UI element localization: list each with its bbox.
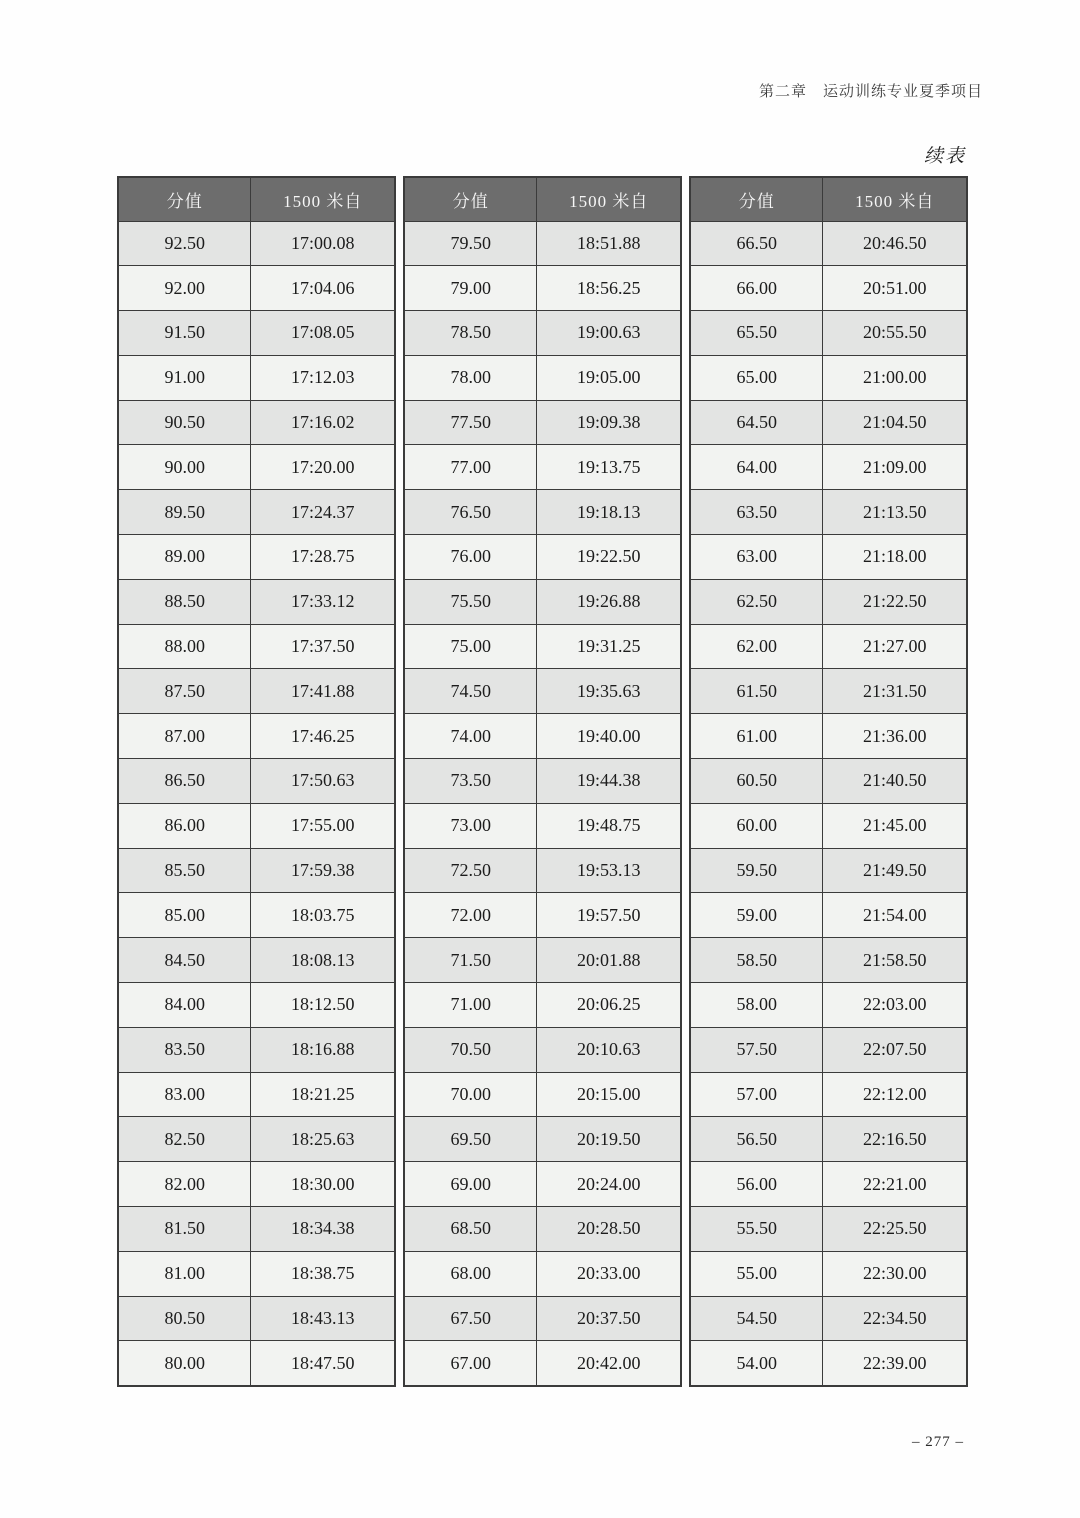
table-row <box>118 669 395 714</box>
table-row <box>404 893 681 938</box>
time-cell: 17:00.08 <box>251 221 395 266</box>
time-cell: 19:18.13 <box>537 490 681 535</box>
time-cell: 17:20.00 <box>251 445 395 490</box>
table-row <box>690 1296 967 1341</box>
table-row <box>404 400 681 445</box>
score-cell: 58.50 <box>690 938 823 983</box>
score-cell: 61.50 <box>690 669 823 714</box>
header-row <box>404 177 681 221</box>
time-cell: 19:57.50 <box>537 893 681 938</box>
score-cell: 79.00 <box>404 266 537 311</box>
score-cell: 88.00 <box>118 624 251 669</box>
table-row <box>690 893 967 938</box>
time-cell: 18:43.13 <box>251 1296 395 1341</box>
table-row <box>404 490 681 535</box>
score-cell: 59.00 <box>690 893 823 938</box>
time-column-header: 1500 米自 <box>537 177 681 221</box>
table-row <box>690 1072 967 1117</box>
chapter-header: 第二章 运动训练专业夏季项目 <box>758 83 983 100</box>
table-row <box>404 759 681 804</box>
time-cell: 21:27.00 <box>823 624 967 669</box>
time-cell: 21:22.50 <box>823 579 967 624</box>
table-row <box>404 714 681 759</box>
table-row <box>118 1162 395 1207</box>
score-cell: 81.50 <box>118 1207 251 1252</box>
score-cell: 67.50 <box>404 1296 537 1341</box>
time-cell: 22:39.00 <box>823 1341 967 1386</box>
score-table-group-1 <box>117 176 396 1387</box>
time-cell: 18:08.13 <box>251 938 395 983</box>
table-row <box>404 1251 681 1296</box>
table-row <box>690 1162 967 1207</box>
table-row <box>690 1251 967 1296</box>
score-column-header: 分值 <box>118 177 251 221</box>
time-cell: 19:26.88 <box>537 579 681 624</box>
score-cell: 87.00 <box>118 714 251 759</box>
table-row <box>118 490 395 535</box>
time-cell: 21:40.50 <box>823 759 967 804</box>
table-row <box>404 266 681 311</box>
time-cell: 18:51.88 <box>537 221 681 266</box>
page-number: – 277 – <box>912 1434 964 1450</box>
score-cell: 80.00 <box>118 1341 251 1386</box>
time-cell: 18:34.38 <box>251 1207 395 1252</box>
table-row <box>690 983 967 1028</box>
time-column-header: 1500 米自 <box>823 177 967 221</box>
time-cell: 18:12.50 <box>251 983 395 1028</box>
score-cell: 72.00 <box>404 893 537 938</box>
score-cell: 83.50 <box>118 1027 251 1072</box>
continued-table-label: 续表 <box>923 145 966 167</box>
table-row <box>404 221 681 266</box>
score-cell: 75.00 <box>404 624 537 669</box>
score-cell: 78.50 <box>404 311 537 356</box>
score-cell: 54.50 <box>690 1296 823 1341</box>
score-cell: 63.50 <box>690 490 823 535</box>
score-cell: 75.50 <box>404 579 537 624</box>
score-cell: 69.00 <box>404 1162 537 1207</box>
score-cell: 85.50 <box>118 848 251 893</box>
time-cell: 18:38.75 <box>251 1251 395 1296</box>
time-cell: 18:16.88 <box>251 1027 395 1072</box>
table-row <box>404 579 681 624</box>
table-row <box>690 400 967 445</box>
time-cell: 20:33.00 <box>537 1251 681 1296</box>
score-cell: 92.00 <box>118 266 251 311</box>
score-cell: 60.00 <box>690 803 823 848</box>
table-row <box>404 1072 681 1117</box>
score-cell: 78.00 <box>404 355 537 400</box>
time-cell: 19:53.13 <box>537 848 681 893</box>
table-row <box>690 714 967 759</box>
score-cell: 65.50 <box>690 311 823 356</box>
table-row <box>404 848 681 893</box>
time-cell: 20:28.50 <box>537 1207 681 1252</box>
score-column-header: 分值 <box>404 177 537 221</box>
time-cell: 20:15.00 <box>537 1072 681 1117</box>
table-row <box>404 445 681 490</box>
score-cell: 65.00 <box>690 355 823 400</box>
score-cell: 69.50 <box>404 1117 537 1162</box>
score-cell: 90.50 <box>118 400 251 445</box>
table-row <box>118 355 395 400</box>
score-cell: 70.50 <box>404 1027 537 1072</box>
score-cell: 76.00 <box>404 535 537 580</box>
score-cell: 91.00 <box>118 355 251 400</box>
table-row <box>404 1207 681 1252</box>
score-cell: 76.50 <box>404 490 537 535</box>
table-row <box>690 445 967 490</box>
score-cell: 57.50 <box>690 1027 823 1072</box>
table-row <box>118 1251 395 1296</box>
time-cell: 19:22.50 <box>537 535 681 580</box>
time-cell: 21:36.00 <box>823 714 967 759</box>
table-row <box>118 1117 395 1162</box>
time-cell: 21:58.50 <box>823 938 967 983</box>
table-row <box>404 311 681 356</box>
table-row <box>690 848 967 893</box>
time-cell: 22:03.00 <box>823 983 967 1028</box>
time-cell: 22:07.50 <box>823 1027 967 1072</box>
time-cell: 18:03.75 <box>251 893 395 938</box>
time-cell: 22:21.00 <box>823 1162 967 1207</box>
score-cell: 81.00 <box>118 1251 251 1296</box>
time-cell: 22:30.00 <box>823 1251 967 1296</box>
table-row <box>404 803 681 848</box>
score-cell: 87.50 <box>118 669 251 714</box>
time-cell: 17:37.50 <box>251 624 395 669</box>
table-row <box>404 1027 681 1072</box>
score-cell: 68.50 <box>404 1207 537 1252</box>
time-cell: 17:08.05 <box>251 311 395 356</box>
table-row <box>404 1117 681 1162</box>
time-cell: 17:33.12 <box>251 579 395 624</box>
time-cell: 17:16.02 <box>251 400 395 445</box>
table-row <box>118 266 395 311</box>
table-row <box>690 1207 967 1252</box>
time-cell: 18:30.00 <box>251 1162 395 1207</box>
table-row <box>690 669 967 714</box>
time-cell: 17:28.75 <box>251 535 395 580</box>
table-row <box>690 311 967 356</box>
score-cell: 55.50 <box>690 1207 823 1252</box>
table-row <box>118 624 395 669</box>
score-cell: 73.00 <box>404 803 537 848</box>
time-cell: 19:05.00 <box>537 355 681 400</box>
score-cell: 62.50 <box>690 579 823 624</box>
table-row <box>118 714 395 759</box>
time-cell: 21:04.50 <box>823 400 967 445</box>
table-row <box>118 400 395 445</box>
time-cell: 18:47.50 <box>251 1341 395 1386</box>
score-cell: 74.00 <box>404 714 537 759</box>
score-cell: 64.00 <box>690 445 823 490</box>
score-cell: 90.00 <box>118 445 251 490</box>
score-cell: 89.00 <box>118 535 251 580</box>
score-cell: 85.00 <box>118 893 251 938</box>
table-row <box>118 1207 395 1252</box>
score-table-group-2 <box>403 176 682 1387</box>
time-cell: 17:24.37 <box>251 490 395 535</box>
score-cell: 55.00 <box>690 1251 823 1296</box>
time-cell: 19:48.75 <box>537 803 681 848</box>
table-row <box>690 1341 967 1386</box>
score-cell: 82.00 <box>118 1162 251 1207</box>
time-cell: 18:56.25 <box>537 266 681 311</box>
score-cell: 71.00 <box>404 983 537 1028</box>
score-cell: 83.00 <box>118 1072 251 1117</box>
table-row <box>690 624 967 669</box>
table-row <box>404 355 681 400</box>
table-row <box>118 579 395 624</box>
time-cell: 19:00.63 <box>537 311 681 356</box>
time-cell: 21:18.00 <box>823 535 967 580</box>
score-cell: 86.50 <box>118 759 251 804</box>
table-row <box>404 938 681 983</box>
score-cell: 72.50 <box>404 848 537 893</box>
table-row <box>118 535 395 580</box>
time-cell: 19:31.25 <box>537 624 681 669</box>
table-row <box>690 1117 967 1162</box>
time-cell: 20:06.25 <box>537 983 681 1028</box>
time-cell: 21:13.50 <box>823 490 967 535</box>
table-row <box>404 624 681 669</box>
time-cell: 19:44.38 <box>537 759 681 804</box>
time-cell: 19:09.38 <box>537 400 681 445</box>
score-cell: 79.50 <box>404 221 537 266</box>
time-cell: 17:50.63 <box>251 759 395 804</box>
time-cell: 22:16.50 <box>823 1117 967 1162</box>
score-cell: 74.50 <box>404 669 537 714</box>
time-cell: 21:45.00 <box>823 803 967 848</box>
score-cell: 58.00 <box>690 983 823 1028</box>
table-row <box>404 669 681 714</box>
table-row <box>118 445 395 490</box>
score-cell: 62.00 <box>690 624 823 669</box>
score-cell: 84.00 <box>118 983 251 1028</box>
table-row <box>118 1027 395 1072</box>
table-row <box>404 983 681 1028</box>
score-cell: 84.50 <box>118 938 251 983</box>
time-cell: 22:12.00 <box>823 1072 967 1117</box>
table-row <box>690 266 967 311</box>
table-row <box>118 848 395 893</box>
time-cell: 20:46.50 <box>823 221 967 266</box>
table-row <box>404 1162 681 1207</box>
table-row <box>118 311 395 356</box>
time-cell: 17:55.00 <box>251 803 395 848</box>
time-cell: 22:34.50 <box>823 1296 967 1341</box>
time-cell: 20:24.00 <box>537 1162 681 1207</box>
score-cell: 64.50 <box>690 400 823 445</box>
table-row <box>690 759 967 804</box>
table-row <box>118 938 395 983</box>
score-cell: 56.50 <box>690 1117 823 1162</box>
time-cell: 17:04.06 <box>251 266 395 311</box>
time-cell: 21:31.50 <box>823 669 967 714</box>
time-cell: 22:25.50 <box>823 1207 967 1252</box>
score-cell: 77.00 <box>404 445 537 490</box>
time-cell: 20:01.88 <box>537 938 681 983</box>
table-row <box>118 221 395 266</box>
table-row <box>404 535 681 580</box>
time-cell: 20:51.00 <box>823 266 967 311</box>
score-column-header: 分值 <box>690 177 823 221</box>
score-cell: 67.00 <box>404 1341 537 1386</box>
score-cell: 91.50 <box>118 311 251 356</box>
time-cell: 18:25.63 <box>251 1117 395 1162</box>
score-table-group-3 <box>689 176 968 1387</box>
time-cell: 20:55.50 <box>823 311 967 356</box>
score-cell: 61.00 <box>690 714 823 759</box>
table-row <box>690 490 967 535</box>
score-cell: 70.00 <box>404 1072 537 1117</box>
table-row <box>690 803 967 848</box>
score-cell: 82.50 <box>118 1117 251 1162</box>
table-row <box>690 221 967 266</box>
time-cell: 20:19.50 <box>537 1117 681 1162</box>
table-row <box>118 759 395 804</box>
time-cell: 21:00.00 <box>823 355 967 400</box>
table-row <box>118 803 395 848</box>
time-cell: 17:59.38 <box>251 848 395 893</box>
time-cell: 21:49.50 <box>823 848 967 893</box>
score-cell: 86.00 <box>118 803 251 848</box>
score-cell: 57.00 <box>690 1072 823 1117</box>
score-cell: 92.50 <box>118 221 251 266</box>
time-cell: 21:09.00 <box>823 445 967 490</box>
table-row <box>118 893 395 938</box>
header-row <box>690 177 967 221</box>
time-cell: 17:41.88 <box>251 669 395 714</box>
score-cell: 88.50 <box>118 579 251 624</box>
time-cell: 20:42.00 <box>537 1341 681 1386</box>
table-row <box>118 1341 395 1386</box>
score-cell: 60.50 <box>690 759 823 804</box>
table-row <box>118 983 395 1028</box>
table-row <box>690 938 967 983</box>
score-cell: 66.50 <box>690 221 823 266</box>
score-cell: 71.50 <box>404 938 537 983</box>
time-cell: 19:35.63 <box>537 669 681 714</box>
table-row <box>690 355 967 400</box>
score-cell: 56.00 <box>690 1162 823 1207</box>
table-row <box>404 1296 681 1341</box>
time-cell: 20:37.50 <box>537 1296 681 1341</box>
score-cell: 68.00 <box>404 1251 537 1296</box>
score-cell: 80.50 <box>118 1296 251 1341</box>
table-row <box>118 1072 395 1117</box>
table-row <box>690 535 967 580</box>
time-cell: 19:13.75 <box>537 445 681 490</box>
score-cell: 66.00 <box>690 266 823 311</box>
time-cell: 17:46.25 <box>251 714 395 759</box>
score-cell: 77.50 <box>404 400 537 445</box>
score-cell: 73.50 <box>404 759 537 804</box>
time-cell: 18:21.25 <box>251 1072 395 1117</box>
header-row <box>118 177 395 221</box>
table-row <box>690 579 967 624</box>
score-cell: 63.00 <box>690 535 823 580</box>
time-cell: 17:12.03 <box>251 355 395 400</box>
score-tables <box>117 176 968 1387</box>
table-row <box>404 1341 681 1386</box>
time-column-header: 1500 米自 <box>251 177 395 221</box>
score-cell: 89.50 <box>118 490 251 535</box>
time-cell: 19:40.00 <box>537 714 681 759</box>
score-cell: 54.00 <box>690 1341 823 1386</box>
time-cell: 21:54.00 <box>823 893 967 938</box>
score-cell: 59.50 <box>690 848 823 893</box>
table-row <box>690 1027 967 1072</box>
time-cell: 20:10.63 <box>537 1027 681 1072</box>
table-row <box>118 1296 395 1341</box>
